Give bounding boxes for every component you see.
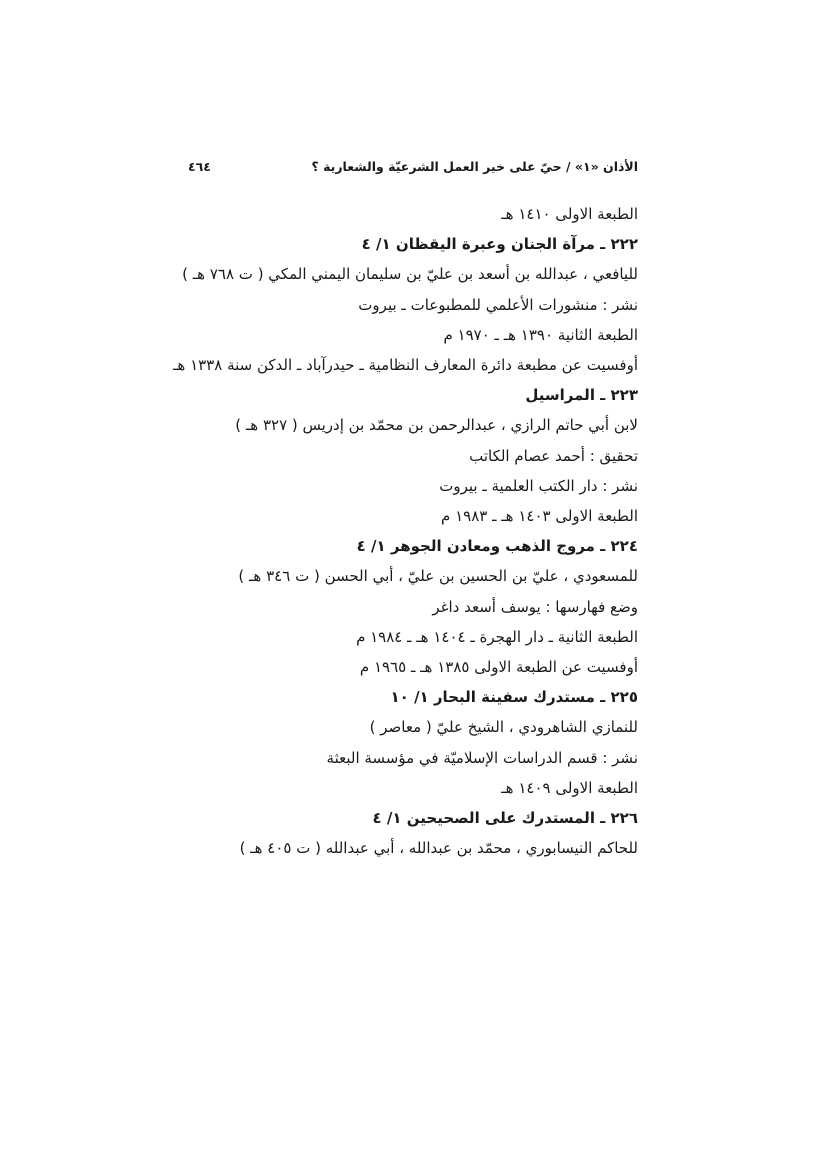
page-number: ٤٦٤ [188,158,211,174]
entry-line: للمسعودي ، عليّ بن الحسين بن عليّ ، أبي الحسن ( ت ٣٤٦ هـ ) [238,567,638,586]
page-header [188,155,638,177]
entry-heading: ٢٢٣ ـ المراسيل [525,386,638,405]
entry-line: الطبعة الثانية ـ دار الهجرة ـ ١٤٠٤ هـ ـ ١٩٨٤ م [356,627,638,646]
entry-line: أوفسيت عن الطبعة الاولى ١٣٨٥ هـ ـ ١٩٦٥ م [359,658,638,677]
entry-heading: ٢٢٢ ـ مرآة الجنان وعبرة اليقظان ١/ ٤ [361,235,638,254]
bibliography-list [168,199,638,863]
entry-line: نشر : دار الكتب العلمية ـ بيروت [439,476,638,495]
entry-line: نشر : منشورات الأعلمي للمطبوعات ـ بيروت [358,295,638,314]
entry-line: للحاكم النيسابوري ، محمّد بن عبدالله ، أبي عبدالله ( ت ٤٠٥ هـ ) [239,839,638,858]
entry-heading: ٢٢٥ ـ مستدرك سفينة البحار ١/ ١٠ [390,688,638,707]
entry-line: لليافعي ، عبدالله بن أسعد بن عليّ بن سليمان اليمني المكي ( ت ٧٦٨ هـ ) [182,265,638,284]
entry-line: الطبعة الاولى ١٤٠٩ هـ [501,778,638,797]
entry-heading: ٢٢٤ ـ مروج الذهب ومعادن الجوهر ١/ ٤ [356,537,638,556]
entry-line: الطبعة الاولى ١٤٠٣ هـ ـ ١٩٨٣ م [441,507,638,526]
entry-line: الطبعة الاولى ١٤١٠ هـ [501,205,638,223]
entry-line: أوفسيت عن مطبعة دائرة المعارف النظامية ـ حيدرآباد ـ الدكن سنة ١٣٣٨ هـ [172,356,638,375]
entry-line: وضع فهارسها : يوسف أسعد داغر [432,597,638,616]
entry-line: الطبعة الثانية ١٣٩٠ هـ ـ ١٩٧٠ م [443,325,638,344]
entry-heading: ٢٢٦ ـ المستدرك على الصحيحين ١/ ٤ [372,809,638,828]
running-title: الأذان «١» / حيّ على خير العمل الشرعيّة والشعارية ؟ [311,158,638,174]
entry-line: للنمازي الشاهرودي ، الشيخ عليّ ( معاصر ) [369,718,638,737]
entry-line: نشر : قسم الدراسات الإسلاميّة في مؤسسة البعثة [326,748,638,767]
entry-line: لابن أبي حاتم الرازي ، عبدالرحمن بن محمّد بن إدريس ( ٣٢٧ هـ ) [235,416,638,435]
entry-line: تحقيق : أحمد عصام الكاتب [469,446,638,465]
